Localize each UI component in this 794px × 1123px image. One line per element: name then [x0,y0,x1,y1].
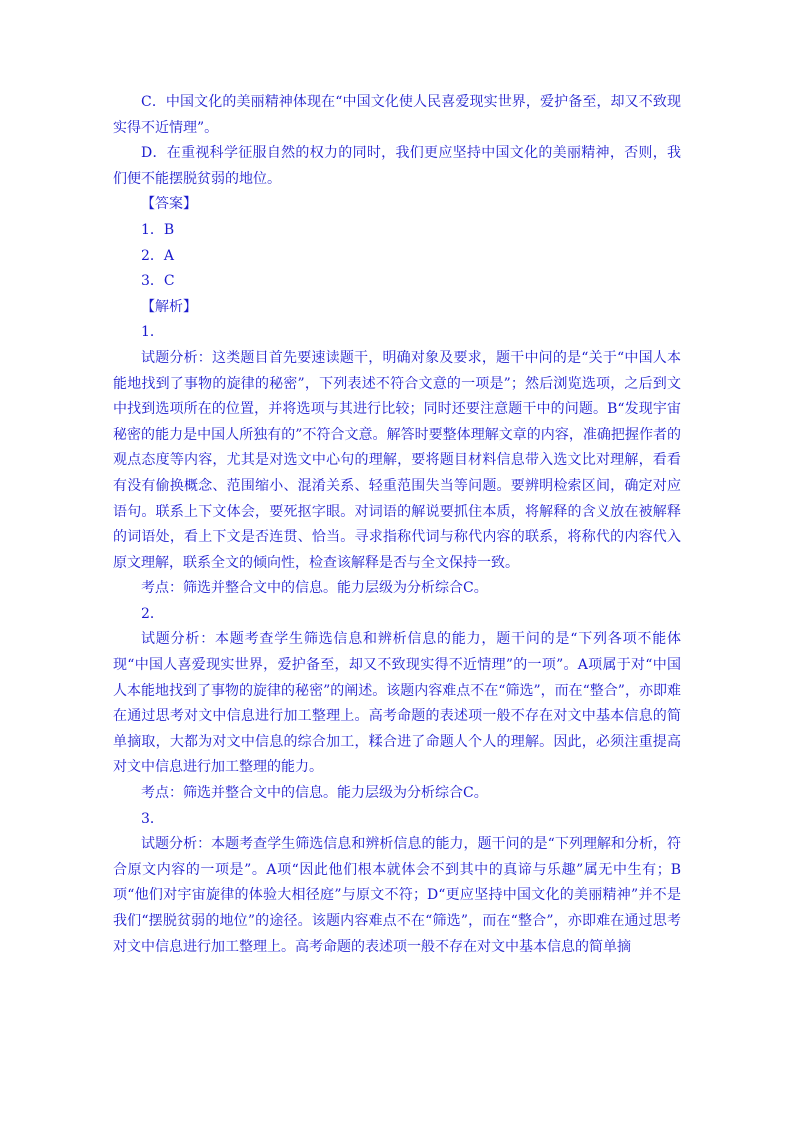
analysis-q1-kaodian: 考点：筛选并整合文中的信息。能力层级为分析综合C。 [141,580,488,597]
analysis-q3-number: 3． [141,810,164,827]
answer-item-2: 2．A [141,247,175,264]
analysis-q2-number: 2． [141,605,164,622]
analysis-q1-text: 试题分析：这类题目首先要速读题干，明确对象及要求，题干中问的是“关于“中国人本能地找到了事物的旋律的秘密”，下列表述不符合文意的一项是”；然后浏览选项，之后到文中找到选项所在的位置，并将选项与其进行比较；同时还要注意题干中的问题。B“发现宇宙秘密的能力是中国人所独有的”不符合文意。解答时要整体理解文章的内容，准确把握作者的观点态度等内容，尤其是对选文中心句的理解，要将题目材料信息带入选文比对理解，看看有没有偷换概念、范围缩小、混淆关系、轻重范围失当等问题。要辨明检索区间，确定对应语句。联系上下文体会，要死抠字眼。对词语的解说要抓住本质，将解释的含义放在被解释的词语处，看上下文是否连贯、恰当。寻求指称代词与称代内容的联系，将称代的内容代入原文理解，联系全文的倾向性，检查该解释是否与全文保持一致。 [113,349,681,571]
option-d: D．在重视科学征服自然的权力的同时，我们更应坚持中国文化的美丽精神，否则，我们便不能摆脱贫弱的地位。 [113,145,681,187]
answer-item-1: 1．B [141,221,175,238]
answer-item-3: 3．C [141,273,175,290]
analysis-q3-text: 试题分析：本题考查学生筛选信息和辨析信息的能力，题干问的是“下列理解和分析，符合原文内容的一项是”。A项“因此他们根本就体会不到其中的真谛与乐趣”属无中生有；B项“他们对宇宙旋律的体验大相径庭”与原文不符；D“更应坚持中国文化的美丽精神”并不是我们“摆脱贫弱的地位”的途径。该题内容难点不在“筛选”，而在“整合”，亦即难在通过思考对文中信息进行加工整理上。高考命题的表述项一般不存在对文中基本信息的简单摘 [113,836,681,955]
option-c: C．中国文化的美丽精神体现在“中国文化使人民喜爱现实世界，爱护备至，却又不致现实得不近情理”。 [113,94,681,136]
analysis-q2-text: 试题分析：本题考查学生筛选信息和辨析信息的能力，题干问的是“下列各项不能体现“中国人喜爱现实世界，爱护备至，却又不致现实得不近情理”的一项”。A项属于对“中国人本能地找到了事物的旋律的秘密”的阐述。该题内容难点不在“筛选”，而在“整合”，亦即难在通过思考对文中信息进行加工整理上。高考命题的表述项一般不存在对文中基本信息的简单摘取，大都为对文中信息的综合加工，糅合进了命题人个人的理解。因此，必须注重提高对文中信息进行加工整理的能力。 [113,631,681,776]
document-page [113,90,681,960]
analysis-heading: 【解析】 [141,298,197,315]
answer-heading: 【答案】 [141,196,197,213]
analysis-q1-number: 1． [141,324,164,341]
analysis-q2-kaodian: 考点：筛选并整合文中的信息。能力层级为分析综合C。 [141,785,488,802]
